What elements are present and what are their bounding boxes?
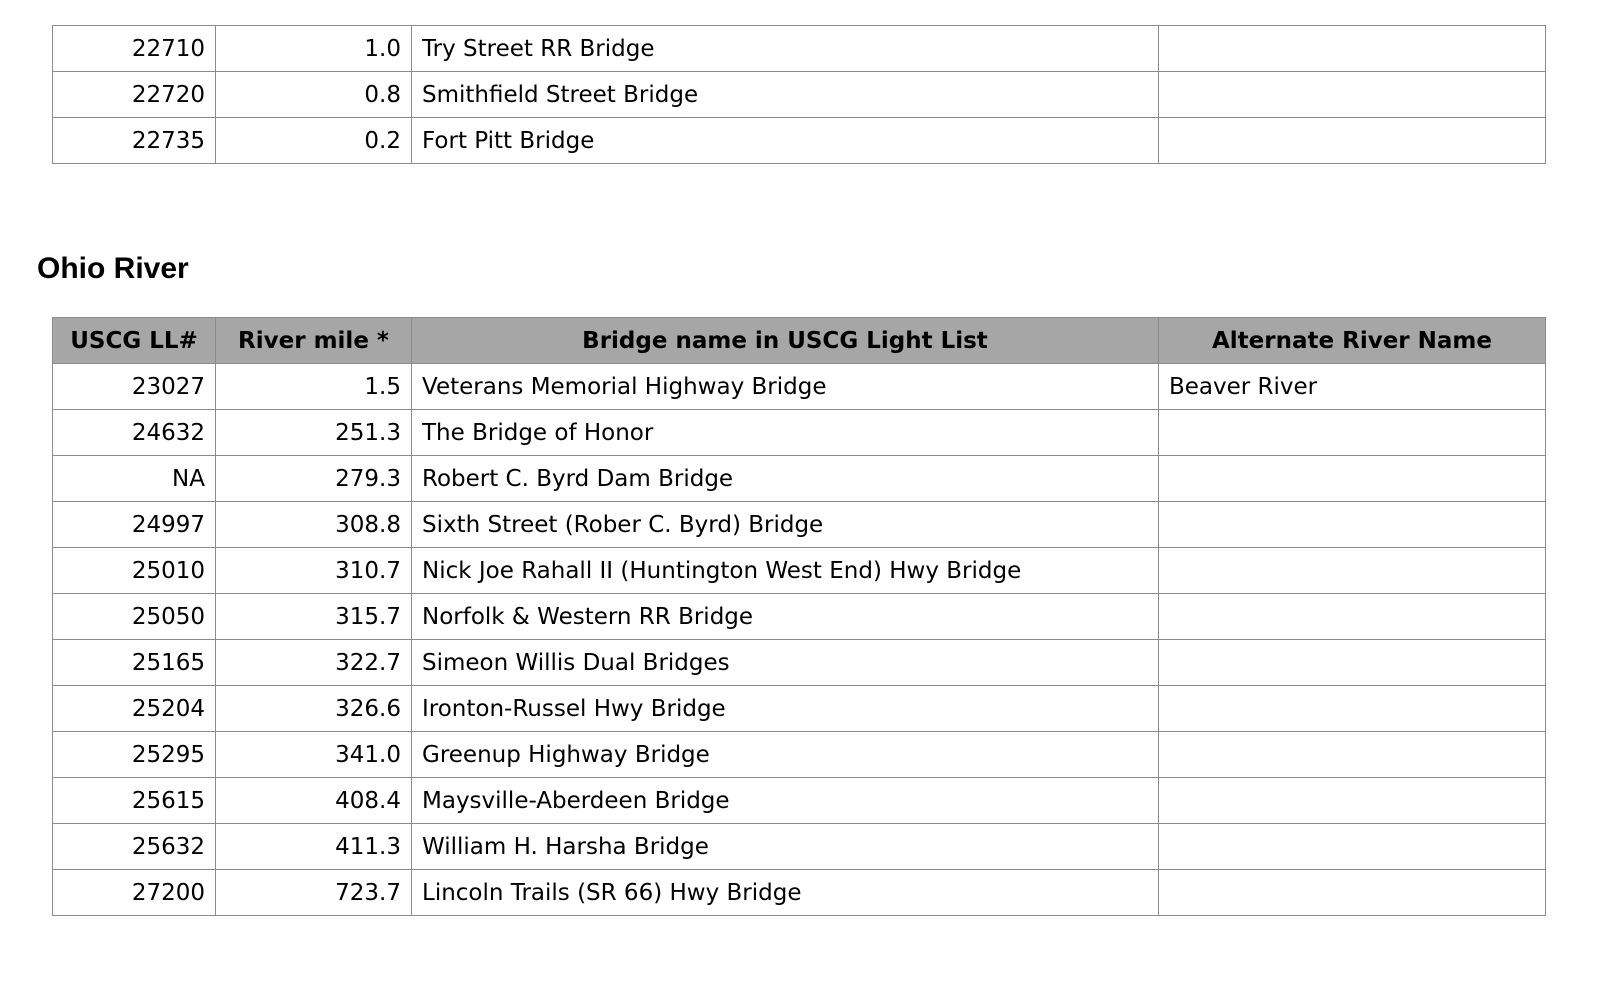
bridge-name-cell: William H. Harsha Bridge xyxy=(412,824,1159,870)
uscg-ll-number-cell: 25615 xyxy=(53,778,216,824)
table-row xyxy=(53,26,1546,72)
alternate-river-name-cell xyxy=(1159,26,1546,72)
alternate-river-name-cell xyxy=(1159,686,1546,732)
uscg-ll-number-cell: 27200 xyxy=(53,870,216,916)
table-row xyxy=(53,594,1546,640)
bridge-name-cell: The Bridge of Honor xyxy=(412,410,1159,456)
bridge-name-cell: Nick Joe Rahall II (Huntington West End) Hwy Bridge xyxy=(412,548,1159,594)
header-alternate-river-name: Alternate River Name xyxy=(1159,318,1546,364)
alternate-river-name-cell xyxy=(1159,410,1546,456)
alternate-river-name-cell xyxy=(1159,640,1546,686)
river-mile-cell: 341.0 xyxy=(216,732,412,778)
alternate-river-name-cell xyxy=(1159,118,1546,164)
river-mile-cell: 411.3 xyxy=(216,824,412,870)
alternate-river-name-cell xyxy=(1159,594,1546,640)
alternate-river-name-cell xyxy=(1159,456,1546,502)
alternate-river-name-cell xyxy=(1159,870,1546,916)
alternate-river-name-cell xyxy=(1159,502,1546,548)
bridge-name-cell: Robert C. Byrd Dam Bridge xyxy=(412,456,1159,502)
header-river-mile: River mile * xyxy=(216,318,412,364)
table-row xyxy=(53,686,1546,732)
alternate-river-name-cell xyxy=(1159,824,1546,870)
alternate-river-name-cell: Beaver River xyxy=(1159,364,1546,410)
uscg-ll-number-cell: 25632 xyxy=(53,824,216,870)
river-mile-cell: 1.5 xyxy=(216,364,412,410)
header-uscg-ll-number: USCG LL# xyxy=(53,318,216,364)
uscg-ll-number-cell: 24997 xyxy=(53,502,216,548)
uscg-ll-number-cell: 25204 xyxy=(53,686,216,732)
bridge-name-cell: Sixth Street (Rober C. Byrd) Bridge xyxy=(412,502,1159,548)
table-row xyxy=(53,548,1546,594)
table-row xyxy=(53,456,1546,502)
bridge-name-cell: Maysville-Aberdeen Bridge xyxy=(412,778,1159,824)
alternate-river-name-cell xyxy=(1159,732,1546,778)
river-mile-cell: 251.3 xyxy=(216,410,412,456)
uscg-ll-number-cell: 22710 xyxy=(53,26,216,72)
river-mile-cell: 322.7 xyxy=(216,640,412,686)
table-row xyxy=(53,640,1546,686)
alternate-river-name-cell xyxy=(1159,72,1546,118)
bridge-name-cell: Smithfield Street Bridge xyxy=(412,72,1159,118)
uscg-ll-number-cell: 25295 xyxy=(53,732,216,778)
alternate-river-name-cell xyxy=(1159,778,1546,824)
river-mile-cell: 0.8 xyxy=(216,72,412,118)
table-row xyxy=(53,778,1546,824)
river-mile-cell: 279.3 xyxy=(216,456,412,502)
bridge-name-cell: Veterans Memorial Highway Bridge xyxy=(412,364,1159,410)
table-row xyxy=(53,72,1546,118)
ohio-river-heading: Ohio River xyxy=(37,252,189,285)
bridge-name-cell: Greenup Highway Bridge xyxy=(412,732,1159,778)
table-row xyxy=(53,502,1546,548)
river-mile-cell: 326.6 xyxy=(216,686,412,732)
header-bridge-name: Bridge name in USCG Light List xyxy=(412,318,1159,364)
bridge-name-cell: Ironton-Russel Hwy Bridge xyxy=(412,686,1159,732)
bridge-name-cell: Lincoln Trails (SR 66) Hwy Bridge xyxy=(412,870,1159,916)
uscg-ll-number-cell: NA xyxy=(53,456,216,502)
table-header-row xyxy=(53,318,1546,364)
table-row xyxy=(53,870,1546,916)
table-row xyxy=(53,364,1546,410)
uscg-ll-number-cell: 25050 xyxy=(53,594,216,640)
alternate-river-name-cell xyxy=(1159,548,1546,594)
table-row xyxy=(53,732,1546,778)
river-mile-cell: 315.7 xyxy=(216,594,412,640)
previous-river-bridge-table xyxy=(52,25,1546,164)
river-mile-cell: 408.4 xyxy=(216,778,412,824)
table-row xyxy=(53,118,1546,164)
uscg-ll-number-cell: 24632 xyxy=(53,410,216,456)
river-mile-cell: 310.7 xyxy=(216,548,412,594)
bridge-name-cell: Try Street RR Bridge xyxy=(412,26,1159,72)
bridge-name-cell: Fort Pitt Bridge xyxy=(412,118,1159,164)
river-mile-cell: 1.0 xyxy=(216,26,412,72)
uscg-ll-number-cell: 23027 xyxy=(53,364,216,410)
ohio-river-bridge-table xyxy=(52,317,1546,916)
river-mile-cell: 0.2 xyxy=(216,118,412,164)
uscg-ll-number-cell: 22720 xyxy=(53,72,216,118)
uscg-ll-number-cell: 25010 xyxy=(53,548,216,594)
table-row xyxy=(53,824,1546,870)
river-mile-cell: 308.8 xyxy=(216,502,412,548)
bridge-name-cell: Norfolk & Western RR Bridge xyxy=(412,594,1159,640)
river-mile-cell: 723.7 xyxy=(216,870,412,916)
bridge-name-cell: Simeon Willis Dual Bridges xyxy=(412,640,1159,686)
table-row xyxy=(53,410,1546,456)
uscg-ll-number-cell: 22735 xyxy=(53,118,216,164)
uscg-ll-number-cell: 25165 xyxy=(53,640,216,686)
